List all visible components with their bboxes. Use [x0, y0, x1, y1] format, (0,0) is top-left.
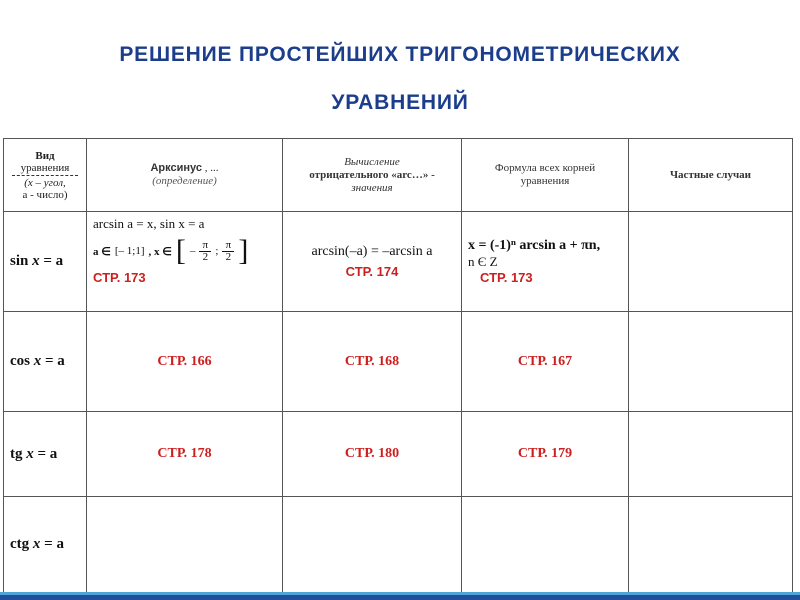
- header-neg-line3: значения: [351, 181, 393, 194]
- equation-ctg: [4, 497, 87, 593]
- negative-arcsine-cell: [283, 212, 462, 312]
- bottom-accent-band: [0, 592, 800, 600]
- page-reference: СТР. 167: [462, 312, 629, 412]
- header-arcsine-sub: (определение): [152, 175, 217, 187]
- header-col1-line4: a - число): [22, 188, 68, 201]
- page-reference: СТР. 166: [87, 312, 283, 412]
- equation-fn: cos: [10, 353, 30, 369]
- denominator: 2: [202, 250, 209, 263]
- equation-fn: tg: [10, 445, 23, 462]
- page-reference: СТР. 168: [283, 312, 462, 412]
- arcsine-conditions: [93, 234, 276, 267]
- accent-band-dark: [0, 595, 800, 600]
- header-arcsine: [87, 139, 283, 212]
- header-arcsine-label: Арксинус: [150, 162, 202, 174]
- page-title: РЕШЕНИЕ ПРОСТЕЙШИХ ТРИГОНОМЕТРИЧЕСКИХ: [119, 43, 681, 66]
- header-arcsine-suffix: , ...: [202, 162, 219, 174]
- header-neg-line2: отрицательного «arc…» -: [309, 168, 435, 181]
- table-row-tg: [4, 412, 793, 497]
- page-reference: СТР. 179: [462, 412, 629, 497]
- page-reference: СТР. 173: [480, 270, 533, 285]
- equation-var: x: [32, 536, 41, 552]
- semicolon: ;: [215, 245, 219, 257]
- negative-arcsine-formula: arcsin(–a) = –arcsin a: [311, 244, 433, 259]
- header-equation-type: [4, 139, 87, 212]
- equation-fn: ctg: [10, 536, 30, 552]
- fraction-pi-2-neg: [199, 240, 211, 263]
- equation-sin: [4, 212, 87, 312]
- pi-symbol: π: [202, 238, 209, 251]
- table-header-row: [4, 139, 793, 212]
- header-neg-line1: Вычисление: [344, 155, 400, 168]
- equation-fn: sin: [10, 253, 29, 269]
- arcsine-definition-cell: [87, 212, 283, 312]
- page-reference: [462, 497, 629, 593]
- special-cases-sin: [629, 212, 793, 312]
- bracket-close: ]: [238, 234, 249, 267]
- page-reference: СТР. 174: [345, 264, 399, 279]
- equation-tg: [4, 412, 87, 497]
- page-title-line2: УРАВНЕНИЙ: [331, 91, 469, 114]
- equation-rhs: = a: [37, 445, 58, 462]
- equation-rhs: = a: [45, 353, 65, 369]
- condition-a: a ∈: [93, 245, 111, 258]
- special-cases-ctg: [629, 497, 793, 593]
- dashed-divider: [12, 175, 78, 176]
- equation-cos: [4, 312, 87, 412]
- condition-x: , x ∈: [148, 245, 172, 258]
- equation-var: x: [33, 353, 42, 369]
- header-formula-line1: Формула всех корней: [494, 162, 596, 174]
- trig-equations-table: [3, 138, 793, 593]
- header-negative-arc: [283, 139, 462, 212]
- page-reference: [283, 497, 462, 593]
- pi-symbol: π: [225, 238, 232, 251]
- page-reference: [87, 497, 283, 593]
- minus-sign: –: [189, 245, 196, 257]
- fraction-pi-2: [222, 240, 234, 263]
- table-row-cos: [4, 312, 793, 412]
- equation-var: x: [26, 445, 34, 462]
- integer-condition: n Є Z: [468, 254, 498, 269]
- special-cases-tg: [629, 412, 793, 497]
- page-reference: СТР. 173: [93, 270, 146, 285]
- special-cases-cos: [629, 312, 793, 412]
- header-special-label: Частные случаи: [669, 168, 751, 181]
- table-row-sin: [4, 212, 793, 312]
- header-general-formula: [462, 139, 629, 212]
- table-row-ctg: [4, 497, 793, 593]
- header-formula-line2: уравнения: [520, 175, 570, 187]
- equation-rhs: = a: [43, 253, 64, 269]
- general-formula: x = (-1)ⁿ arcsin a + πn,: [468, 238, 601, 253]
- general-formula-cell: [462, 212, 629, 312]
- header-col1-line1: Вид: [35, 149, 55, 162]
- equation-var: x: [32, 253, 40, 269]
- header-special-cases: [629, 139, 793, 212]
- denominator: 2: [225, 250, 232, 263]
- bracket-open: [: [175, 234, 186, 267]
- page-reference: СТР. 180: [283, 412, 462, 497]
- header-col1-line2: уравнения: [20, 161, 70, 174]
- arcsine-definition: arcsin a = x, sin x = a: [93, 216, 205, 231]
- equation-rhs: = a: [44, 536, 64, 552]
- page-reference: СТР. 178: [87, 412, 283, 497]
- interval-a: [– 1;1]: [114, 245, 145, 257]
- header-col1-line3: (x – угол,: [24, 176, 66, 189]
